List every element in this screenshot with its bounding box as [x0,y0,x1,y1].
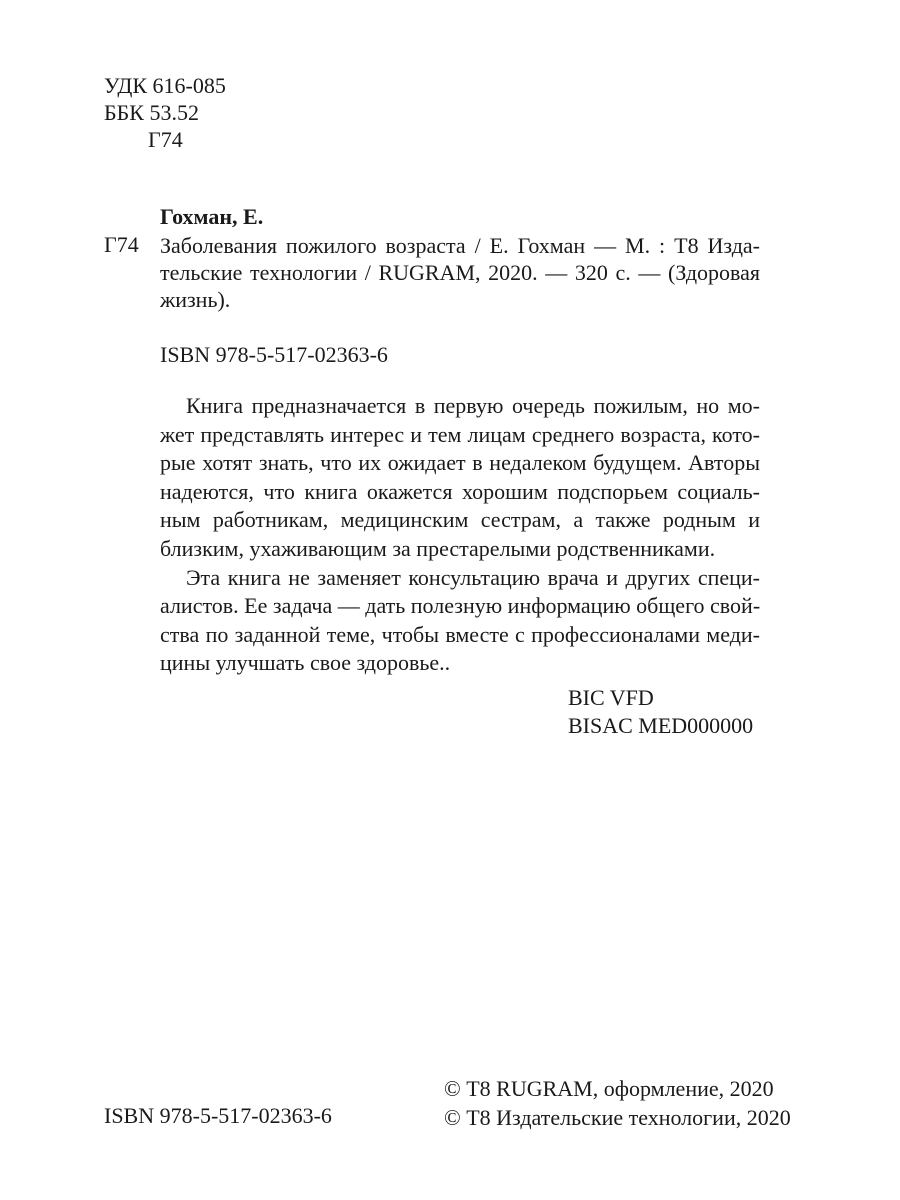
annotation-line: Эта книга не заменяет консультацию врача и других специ- [186,564,760,590]
isbn: ISBN 978-5-517-02363-6 [160,342,388,367]
bic-code: BIC VFD [568,685,654,710]
copyright-block [444,1074,791,1132]
author-heading: Гохман, Е. [160,204,264,229]
annotation-line: ства по заданной теме, чтобы вместе с профессионалами меди- [160,621,760,647]
bibliographic-line: тельские технологии / RUGRAM, 2020. — 320 с. — (Здоровая [160,260,760,285]
classification-index [104,72,226,153]
annotation-line: ным работникам, медицинским сестрам, а также родным и [160,507,760,533]
annotation-line: жет представлять интерес и тем лицам среднего возраста, кото- [160,421,760,447]
subject-codes [568,684,753,740]
annotation-line: цины улучшать свое здоровье.. [160,650,451,676]
annotation-line: рые хотят знать, что их ожидает в недалеком будущем. Авторы [160,450,760,476]
author-mark: Г74 [148,127,183,152]
isbn-footer: ISBN 978-5-517-02363-6 [104,1103,332,1128]
annotation-line: Книга предназначается в первую очередь пожилым, но мо- [186,393,760,418]
annotation [160,392,760,678]
bbk-code: ББК 53.52 [104,100,199,125]
annotation-line: алистов. Ее задача — дать полезную информацию общего свой- [160,593,761,619]
bisac-code: BISAC MED000000 [568,713,754,738]
annotation-line: надеются, что книга окажется хорошим подспорьем социаль- [160,478,760,504]
bibliographic-description [160,232,760,313]
copyright-line: © Т8 Издательские технологии, 2020 [444,1105,791,1130]
annotation-line: близким, ухаживающим за престарелыми родственниками. [160,535,716,561]
bibliographic-line: Заболевания пожилого возраста / Е. Гохман — М. : Т8 Изда- [160,233,760,258]
udk-code: УДК 616-085 [104,73,226,98]
bibliographic-line: жизнь). [160,287,231,312]
copyright-line: © Т8 RUGRAM, оформление, 2020 [444,1076,774,1101]
author-mark-margin: Г74 [104,232,139,257]
